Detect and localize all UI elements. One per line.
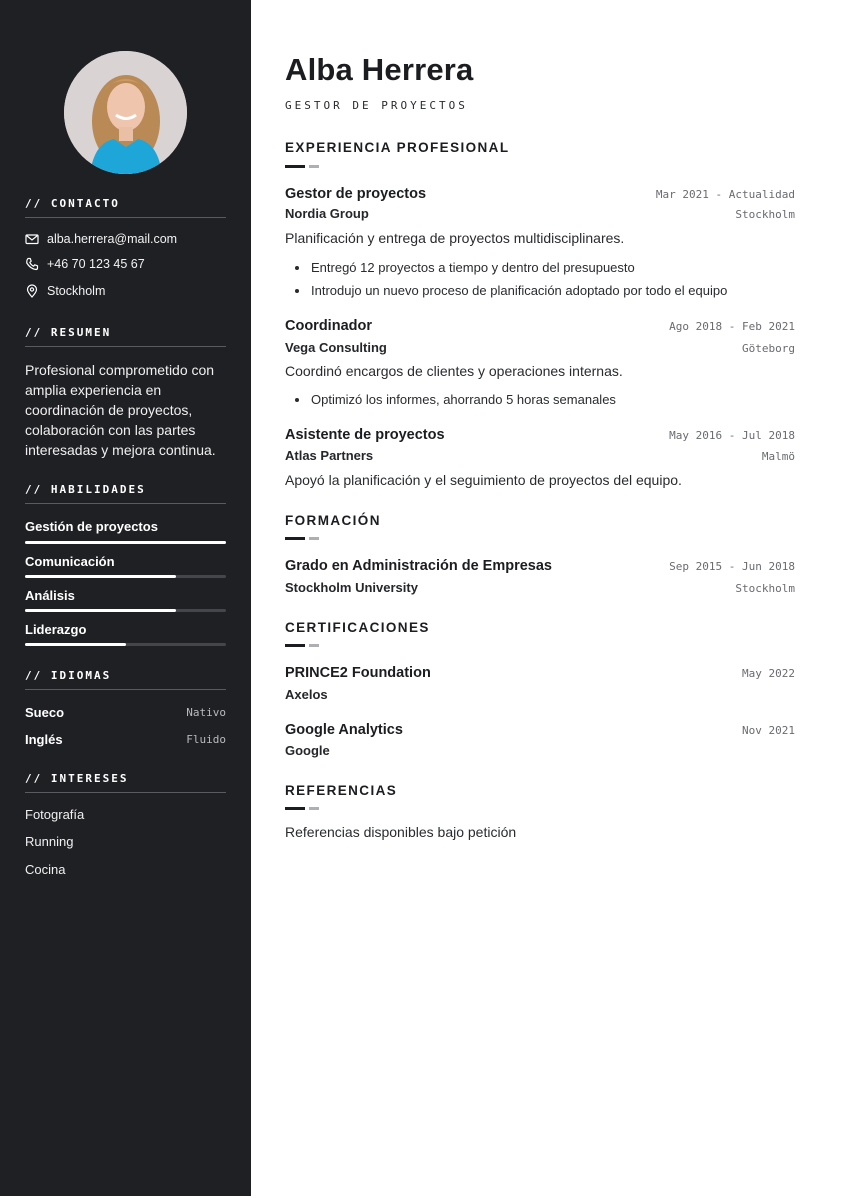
section-underline	[285, 165, 319, 168]
job-bullet-text: Entregó 12 proyectos a tiempo y dentro del presupuesto	[311, 260, 635, 275]
certification-header	[285, 722, 795, 738]
contact-email-text: alba.herrera@mail.com	[47, 232, 178, 246]
section-underline	[285, 644, 319, 647]
job-description: Apoyó la planificación y el seguimiento de proyectos del equipo.	[285, 472, 682, 488]
language-level: Fluido	[186, 733, 226, 746]
skills-heading: // HABILIDADES	[25, 483, 226, 504]
language-name: Sueco	[25, 705, 65, 720]
experience-heading: EXPERIENCIA PROFESIONAL	[285, 140, 510, 155]
job-location: Göteborg	[742, 342, 795, 355]
job-header	[285, 186, 795, 202]
person-title: GESTOR DE PROYECTOS	[285, 99, 468, 112]
interest-item: Cocina	[25, 862, 66, 877]
summary-text: Profesional comprometido con amplia experiencia en coordinación de proyectos, colaboración con las partes interesadas y mejora continua.	[25, 362, 216, 458]
job-role: Gestor de proyectos	[285, 186, 427, 202]
skill-fill	[25, 541, 226, 544]
job-role: Asistente de proyectos	[285, 427, 445, 443]
skill-fill	[25, 643, 126, 646]
contact-location-text: Stockholm	[47, 284, 106, 298]
education-header	[285, 558, 795, 574]
certification-name: PRINCE2 Foundation	[285, 665, 431, 681]
language-item	[25, 705, 226, 720]
references-text: Referencias disponibles bajo petición	[285, 824, 517, 840]
skill-fill	[25, 609, 176, 612]
job-role: Coordinador	[285, 318, 372, 334]
skill-bar	[25, 575, 226, 578]
education-degree: Grado en Administración de Empresas	[285, 558, 552, 574]
job-bullet	[295, 392, 616, 407]
job-header	[285, 427, 795, 443]
certification-issuer: Google	[285, 743, 330, 758]
job-dates: Ago 2018 - Feb 2021	[669, 320, 795, 333]
job-description: Coordinó encargos de clientes y operaciones internas.	[285, 363, 623, 379]
references-heading: REFERENCIAS	[285, 783, 398, 798]
education-subheader	[285, 580, 795, 595]
language-item	[25, 732, 226, 747]
skill-bar	[25, 609, 226, 612]
person-name: Alba Herrera	[285, 52, 474, 87]
certification-subheader	[285, 743, 795, 758]
avatar	[64, 51, 187, 174]
skill-bar	[25, 643, 226, 646]
job-company: Nordia Group	[285, 206, 369, 221]
certification-subheader	[285, 687, 795, 702]
location-pin-icon	[25, 284, 39, 298]
contact-phone[interactable]	[25, 256, 226, 272]
skill-label: Comunicación	[25, 554, 115, 569]
skill-label: Gestión de proyectos	[25, 519, 158, 534]
job-company: Vega Consulting	[285, 340, 387, 355]
languages-heading: // IDIOMAS	[25, 669, 226, 690]
job-header	[285, 318, 795, 334]
interest-item: Running	[25, 834, 74, 849]
skill-label: Liderazgo	[25, 622, 87, 637]
education-location: Stockholm	[735, 582, 795, 595]
interest-item: Fotografía	[25, 807, 85, 822]
mail-icon	[25, 232, 39, 246]
skill-label: Análisis	[25, 588, 75, 603]
language-level: Nativo	[186, 706, 226, 719]
contact-phone-text: +46 70 123 45 67	[47, 257, 145, 271]
certification-header	[285, 665, 795, 681]
job-subheader	[285, 448, 795, 463]
certification-date: Nov 2021	[742, 724, 795, 737]
job-description: Planificación y entrega de proyectos multidisciplinares.	[285, 230, 625, 246]
education-heading: FORMACIÓN	[285, 513, 381, 528]
certifications-heading: CERTIFICACIONES	[285, 620, 430, 635]
phone-icon	[25, 257, 39, 271]
certification-issuer: Axelos	[285, 687, 328, 702]
skill-bar	[25, 541, 226, 544]
job-location: Malmö	[761, 450, 795, 463]
section-underline	[285, 537, 319, 540]
sidebar	[0, 0, 251, 1196]
contact-location	[25, 283, 226, 299]
job-subheader	[285, 206, 795, 221]
job-subheader	[285, 340, 795, 355]
education-dates: Sep 2015 - Jun 2018	[669, 560, 795, 573]
job-bullet	[295, 260, 635, 275]
job-dates: Mar 2021 - Actualidad	[655, 188, 795, 201]
language-name: Inglés	[25, 732, 63, 747]
section-underline	[285, 807, 319, 810]
interests-heading: // INTERESES	[25, 772, 226, 793]
certification-name: Google Analytics	[285, 722, 403, 738]
job-company: Atlas Partners	[285, 448, 374, 463]
contact-email[interactable]	[25, 231, 226, 247]
summary-heading: // RESUMEN	[25, 326, 226, 347]
contact-heading: // CONTACTO	[25, 197, 226, 218]
education-school: Stockholm University	[285, 580, 418, 595]
job-bullet-text: Introdujo un nuevo proceso de planificación adoptado por todo el equipo	[311, 283, 728, 298]
job-bullet	[295, 283, 727, 298]
certification-date: May 2022	[742, 667, 795, 680]
job-location: Stockholm	[735, 208, 795, 221]
job-bullet-text: Optimizó los informes, ahorrando 5 horas semanales	[311, 392, 616, 407]
skill-fill	[25, 575, 176, 578]
job-dates: May 2016 - Jul 2018	[669, 429, 795, 442]
